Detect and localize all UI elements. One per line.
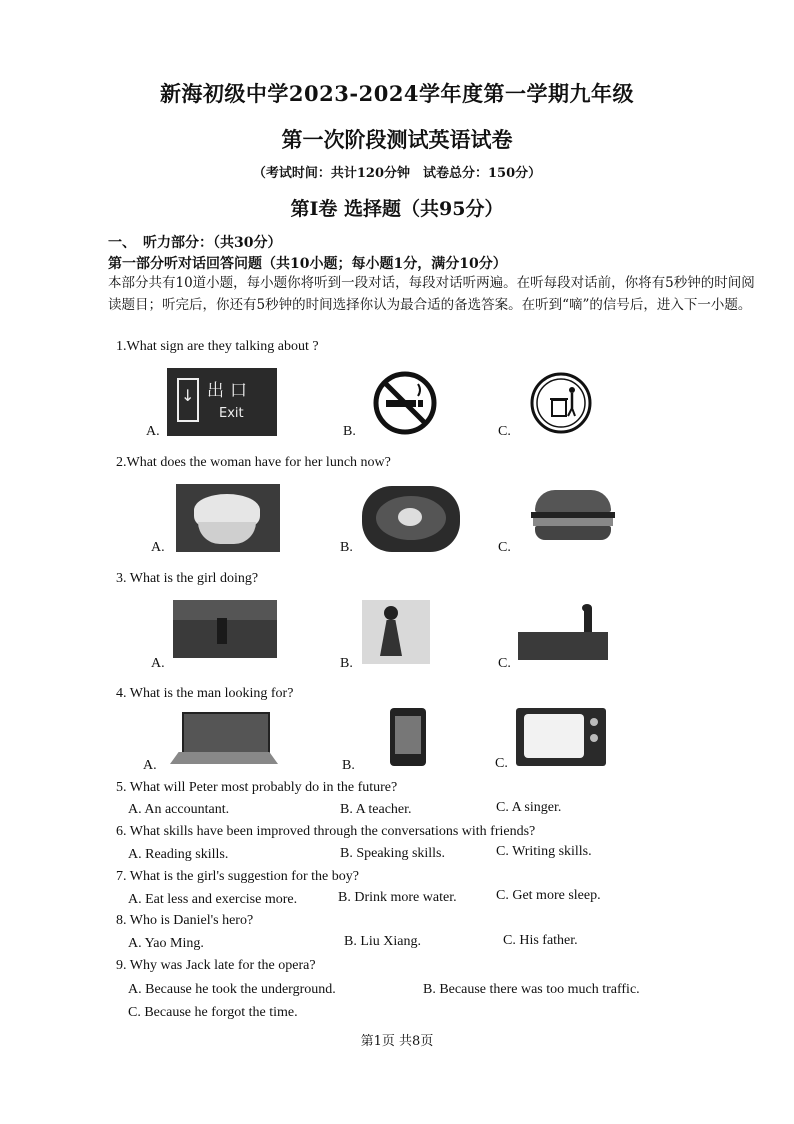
q7-option-b: B. Drink more water. xyxy=(338,890,457,905)
q9-option-c: C. Because he forgot the time. xyxy=(128,1005,298,1020)
q7-option-a: A. Eat less and exercise more. xyxy=(128,892,298,907)
q6-option-a: A. Reading skills. xyxy=(128,847,229,862)
q4-option-a-label: A. xyxy=(143,758,157,773)
q4-option-c-label: C. xyxy=(495,756,508,771)
question-4: 4. What is the man looking for? xyxy=(116,686,294,701)
q5-option-a: A. An accountant. xyxy=(128,802,230,817)
question-1: 1.What sign are they talking about ? xyxy=(116,339,319,354)
question-8: 8. Who is Daniel's hero? xyxy=(116,913,254,928)
q2-option-a-label: A. xyxy=(151,540,165,555)
exam-info: （考试时间：共计120分钟 试卷总分：150分） xyxy=(252,166,542,181)
q1-option-b-label: B. xyxy=(343,424,356,439)
q9-option-a: A. Because he took the underground. xyxy=(128,982,336,997)
q4-option-b-label: B. xyxy=(342,758,355,773)
q9-option-b: B. Because there was too much traffic. xyxy=(423,982,640,997)
q3-option-b-label: B. xyxy=(340,656,353,671)
question-7: 7. What is the girl's suggestion for the boy? xyxy=(116,869,359,884)
question-5: 5. What will Peter most probably do in the future? xyxy=(116,780,398,795)
question-6: 6. What skills have been improved through the conversations with friends? xyxy=(116,824,536,839)
exit-sign-english: Exit xyxy=(219,406,244,421)
noodles-image xyxy=(362,486,460,552)
part-title: 第Ⅰ卷 选择题（共95分） xyxy=(290,198,504,220)
girl-photo-a xyxy=(173,600,277,658)
q1-option-c-label: C. xyxy=(498,424,511,439)
hamburger-image xyxy=(527,488,619,552)
q6-option-c: C. Writing skills. xyxy=(496,844,592,859)
q3-option-a-label: A. xyxy=(151,656,165,671)
no-littering-icon xyxy=(528,370,594,436)
page-number: 第1页 共8页 xyxy=(360,1034,434,1049)
q8-option-c: C. His father. xyxy=(503,933,578,948)
q8-option-b: B. Liu Xiang. xyxy=(344,934,421,949)
section-heading: 一、 听力部分：（共30分） xyxy=(108,235,282,251)
q6-option-b: B. Speaking skills. xyxy=(340,846,446,861)
mobile-phone-image xyxy=(390,708,426,766)
exam-title-line2: 第一次阶段测试英语试卷 xyxy=(281,127,513,152)
exit-sign-chinese: 出口 xyxy=(207,381,253,401)
television-image xyxy=(516,708,606,766)
girl-photo-b xyxy=(362,600,430,664)
question-2: 2.What does the woman have for her lunch now? xyxy=(116,455,391,470)
q5-option-c: C. A singer. xyxy=(496,800,562,815)
laptop-image xyxy=(170,712,278,768)
no-smoking-icon xyxy=(372,370,438,436)
question-3: 3. What is the girl doing? xyxy=(116,571,259,586)
q5-option-b: B. A teacher. xyxy=(340,802,412,817)
q1-option-a-label: A. xyxy=(146,424,160,439)
q7-option-c: C. Get more sleep. xyxy=(496,888,601,903)
section-instructions: 本部分共有10道小题，每小题你将听到一段对话，每段对话听两遍。在听每段对话前，你将有5秒钟的时间阅读题目；听完后，你还有5秒钟的时间选择你认为最合适的备选答案。在听到“嘀”的信号后，进入下一小题。 xyxy=(108,275,755,313)
q2-option-b-label: B. xyxy=(340,540,353,555)
exam-title-line1: 新海初级中学2023-2024学年度第一学期九年级 xyxy=(159,81,635,106)
girl-photo-c xyxy=(518,604,608,660)
q8-option-a: A. Yao Ming. xyxy=(128,936,204,951)
question-9: 9. Why was Jack late for the opera? xyxy=(116,958,316,973)
arrow-down-icon: ↓ xyxy=(181,386,195,405)
q3-option-c-label: C. xyxy=(498,656,511,671)
section-subheading: 第一部分听对话回答问题（共10小题；每小题1分，满分10分） xyxy=(108,256,507,272)
q2-option-c-label: C. xyxy=(498,540,511,555)
exit-sign-image xyxy=(167,368,277,436)
rice-bowl-image xyxy=(176,484,280,552)
